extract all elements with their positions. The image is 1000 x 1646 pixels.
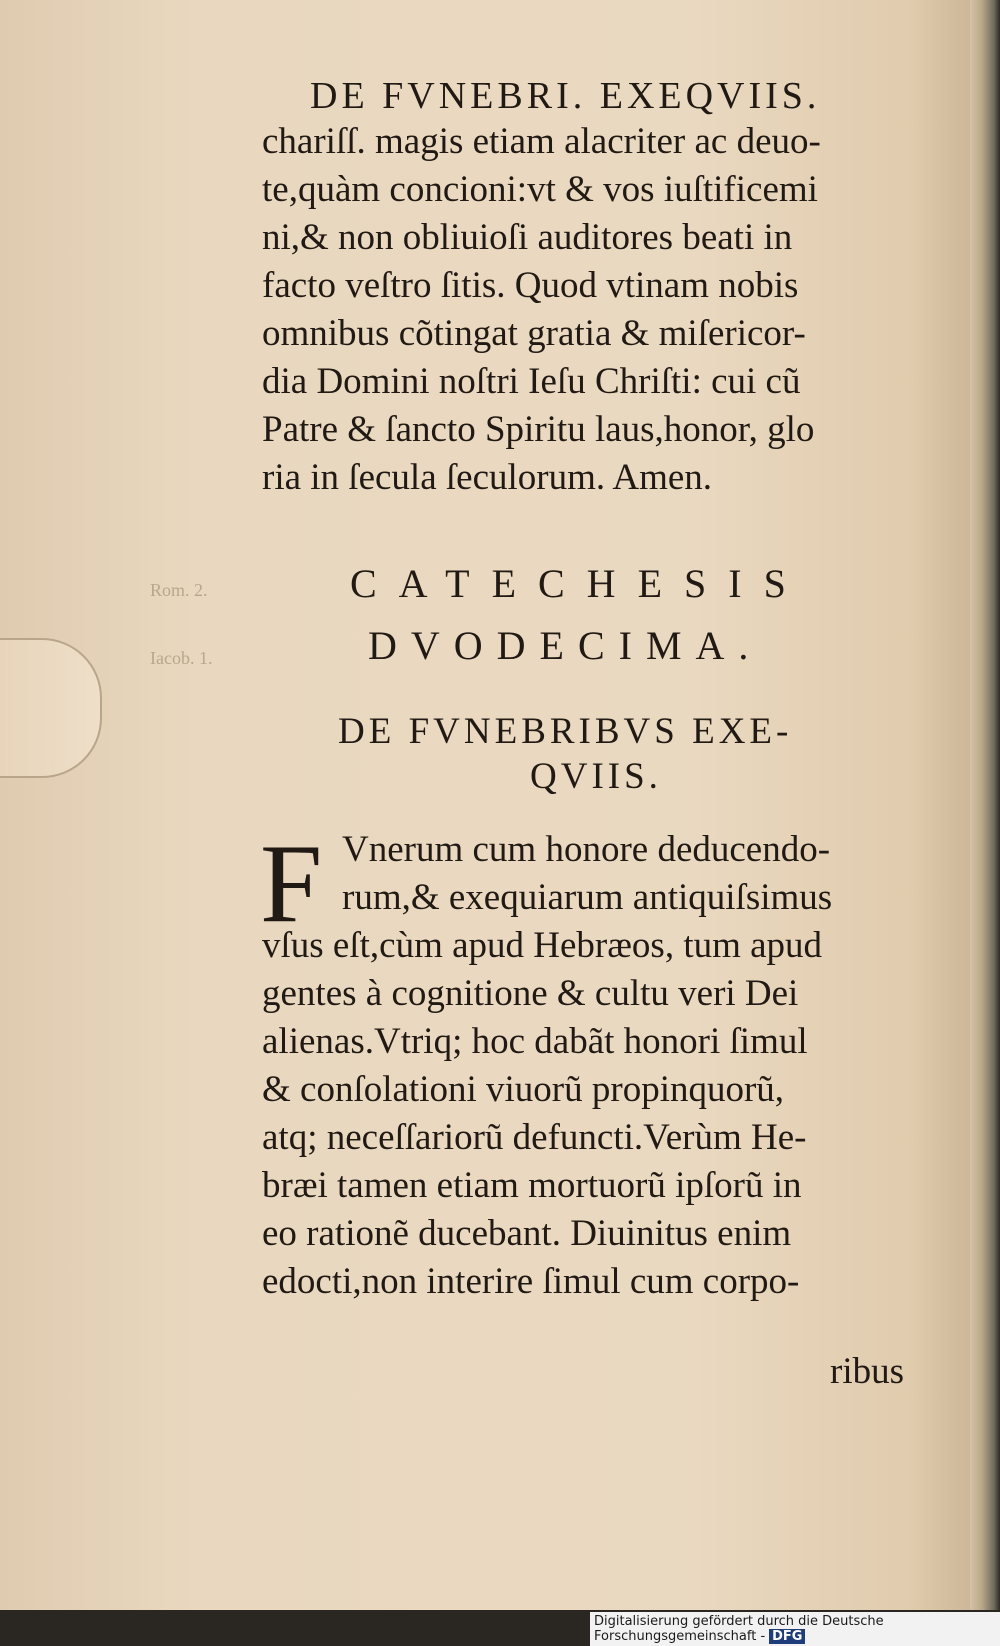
text-line: Vnerum cum honore deducendo- (342, 829, 831, 870)
chapter-subtitle: QVIIS. (530, 756, 662, 797)
chapter-title: DVODECIMA. (368, 623, 763, 668)
text-line: chariſſ. magis etiam alacriter ac deuo- (262, 121, 821, 162)
margin-note: Iacob. 1. (150, 648, 213, 668)
chapter-subtitle: DE FVNEBRIBVS EXE- (338, 711, 793, 752)
catchword: ribus (830, 1351, 904, 1392)
text-line: gentes à cognitione & cultu veri Dei (262, 973, 799, 1014)
page-edge (970, 0, 1000, 1610)
dfg-logo: DFG (769, 1629, 805, 1644)
margin-note: Rom. 2. (150, 580, 208, 600)
text-line: atq; neceſſariorũ defuncti.Verùm He- (262, 1117, 807, 1158)
digitization-credit (590, 1612, 1000, 1646)
chapter-title: CATECHESIS (350, 561, 808, 606)
text-line: eo rationẽ ducebant. Diuinitus enim (262, 1213, 792, 1254)
text-line: te,quàm concioni:vt & vos iuſtificemi (262, 169, 818, 210)
running-head: DE FVNEBRI. EXEQVIIS. (310, 75, 821, 117)
text-line: rum,& exequiarum antiquiſsimus (342, 877, 833, 918)
text-line: alienas.Vtriq; hoc dabãt honori ſimul (262, 1021, 808, 1062)
footer-text: Digitalisierung gefördert durch die Deutsche Forschungsgemeinschaft - (594, 1614, 884, 1644)
text-line: bræi tamen etiam mortuorũ ipſorũ in (262, 1165, 802, 1206)
text-line: & conſolationi viuorũ propinquorũ, (262, 1069, 785, 1110)
text-line: dia Domini noſtri Ieſu Chriſti: cui cũ (262, 361, 801, 402)
text-line: ria in ſecula ſeculorum. Amen. (262, 457, 713, 498)
text-line: facto veſtro ſitis. Quod vtinam nobis (262, 265, 799, 306)
text-line: edocti,non interire ſimul cum corpo- (262, 1261, 800, 1302)
text-line: vſus eſt,cùm apud Hebræos, tum apud (262, 925, 823, 966)
drop-initial: F (260, 822, 323, 946)
text-line: Patre & ſancto Spiritu laus,honor, glo (262, 409, 815, 450)
paper-tab (0, 638, 102, 778)
text-line: omnibus cõtingat gratia & miſericor- (262, 313, 806, 354)
text-line: ni,& non obliuioſi auditores beati in (262, 217, 793, 258)
